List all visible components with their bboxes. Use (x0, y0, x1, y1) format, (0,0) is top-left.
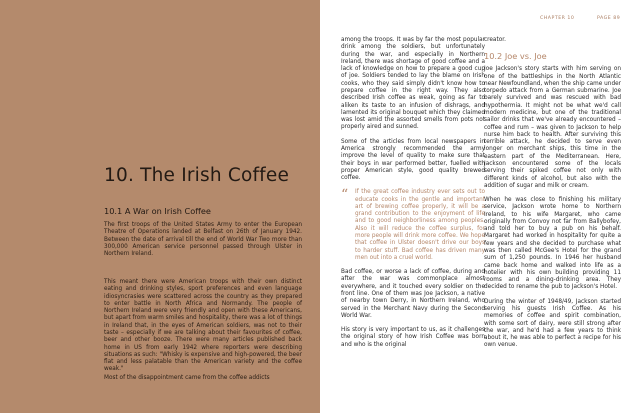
left-paragraph-2: This meant there were American troops with their own distinct eating and drinking styles, sport preferences and even language idiosyncrasies were scattered across the country as they prepared to enter battle in North Africa and Normandy. The people of Northern Ireland were very friendly and open with these Americans, but apart from warm smiles and hospitality, there was a lot of things in Ireland that, in the eyes of American soldiers, was not to their taste – especially if we are talking about their favourites of coffee, beer and other booze. There were many articles published back home in US from early 1942 where reporters were describing situations as such: "Whisky is expensive and high-powered, the beer flat and less palatable than the American variety and the coffee weak." (104, 279, 302, 373)
left-paragraph-1: The first troops of the United States Army to enter the European Theatre of Operations landed at Belfast on 26th of January 1942. Between the date of arrival till the end of World War Two more than 300,000 American service personnel passed through Ulster in Northern Ireland. (104, 222, 302, 258)
quote-mark-icon: “ (341, 187, 349, 204)
col2-paragraph-2: When he was close to finishing his military service, Jackson wrote home to Northern Ireland, to his wife Margaret, who came originally from Convoy not far from Ballybofey, and told her to buy a pub on his behalf. Margaret had worked in hospitality for quite a few years and she decided to purchase what was then called McGee's Hotel for the grand sum of 1,250 pounds. In 1946 her husband came back home and walked into life as a hotelier with his own building providing 11 rooms and a dining-drinking area. They decided to rename the pub to Jackson's Hotel. (484, 197, 621, 291)
left-paragraph-3: Most of the disappointment came from the coffee addicts (104, 375, 270, 381)
chapter-title: 10. The Irish Coffee (104, 165, 290, 186)
pull-quote-text: If the great coffee industry ever sets out to educate cooks in the gentle and important art of brewing coffee properly, it will be a grand contribution to the enjoyment of life and to good neighborliness among peoples. Also it will reduce the coffee surplus, for more people will drink more coffee. We hope that coffee in Ulster doesn't drive our boys to harder stuff. Bad coffee has driven many men out into a cruel world. (355, 189, 485, 261)
col2-paragraph-1: Joe Jackson's story starts with him serving on one of the battleships in the North Atlantic near Newfoundland, when the ship came under torpedo attack from a German submarine. Joe barely survived and was rescued with bad hypothermia. It might not be what we'd call modern medicine, but one of the traditional sailor drinks that we've already encountered – coffee and rum – was given to Jackson to help nurse him back to health. After surviving this terrible attack, he decided to serve even longer on merchant ships, this time in the eastern part of the Mediterranean. Here, Jackson encountered some of the locals serving their spiked coffee not only with different kinds of alcohol, but also with the addition of sugar and milk or cream. (484, 66, 621, 189)
section-title-10-1: 10.1 A War on Irish Coffee (104, 206, 211, 216)
pull-quote (341, 189, 485, 262)
right-column-2 (484, 37, 621, 357)
col1-paragraph-1: among the troops. It was by far the most popular drink among the soldiers, but unfortunately during the war, and especially in Northern Ireland, there was shortage of good coffee and a lack of knowledge on how to prepare a good cup of joe. Soldiers tended to lay the blame on Irish cooks, who they said simply didn't know how to prepare coffee in the right way. They also described Irish coffee as weak, going as far to aliken its taste to an infusion of dishrags, and lamented its original bouquet which they claimed was lost amid the assorted smells from pots not properly aired and sunned. (341, 37, 485, 131)
col2-paragraph-3: During the winter of 1948/49, Jackson started serving his guests Irish Coffee. As his memories of coffee and spirit combination, with some sort of dairy, were still strong after the war, and he'd had a few years to think about it, he was able to perfect a recipe for his own venue. (484, 298, 621, 349)
col1-paragraph-4: His story is very important to us, as it challenges the original story of how Irish Coffee was born and who is the original (341, 327, 485, 348)
running-header-chapter: CHAPTER 10 (540, 16, 575, 21)
right-column-1 (341, 37, 485, 356)
col2-paragraph-0: creator. (484, 37, 506, 43)
col1-paragraph-3: Bad coffee, or worse a lack of coffee, during and after the war was commonplace almost everywhere, and it touched every soldier on the front line. One of them was Joe Jackson, a native of nearby town Derry, in Northern Ireland, who served in the Merchant Navy during the Second World War. (341, 269, 485, 319)
section-title-10-2: 10.2 Joe vs. Joe (484, 51, 547, 62)
col1-paragraph-2: Some of the articles from local newspapers in America strongly recommended the army improve the level of quality to make sure that their boys in war performed better, fuelled with proper American style, good quality brewed coffee. (341, 138, 485, 182)
running-header-page-number: PAGE 89 (597, 16, 621, 21)
